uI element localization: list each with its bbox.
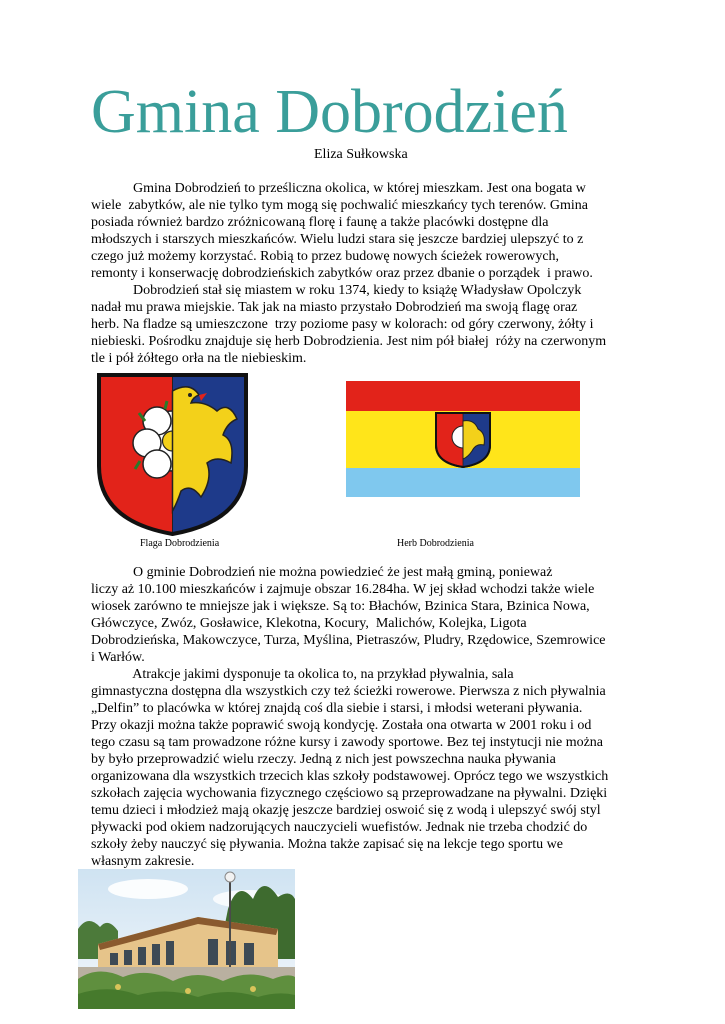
text-line: Atrakcje jakimi dysponuje ta okolica to, na przykład pływalnia, sala [91,667,514,682]
flag-image [346,381,580,497]
text-line: nadał mu prawa miejskie. Tak jak na miasto przystało Dobrodzień ma swoją flagę oraz [91,300,578,315]
text-line: wiele zabytków, ale nie tylko tym mogą się pochwalić mieszkańcy tych terenów. Gmina [91,198,588,213]
paragraph-attractions [91,666,608,870]
text-line: organizowana dla wszystkich trzecich klas szkoły podstawowej. Oprócz tego we wszystkich [91,769,609,784]
text-line: temu dzieci i młodzież mają okazję jeszcze bardziej oswoić się z wodą i ulepszyć swój styl [91,803,601,818]
text-line: tle i pół żółtego orła na tle niebieskim. [91,351,307,366]
text-line: i Warłów. [91,650,145,665]
text-line: niebieski. Pośrodku znajduje się herb Dobrodzienia. Jest nim pół białej róży na czerwonym [91,334,607,349]
coat-of-arms-image [95,371,250,538]
text-line: szkoły żeby nauczyć się pływania. Można także zapisać się na lekcje tego sportu we [91,837,563,852]
page-title: Gmina Dobrodzień [91,78,568,146]
text-line: tego czasu są tam prowadzone różne kursy i zawody sportowe. Bez tej instytucji nie można [91,735,604,750]
text-line: Główczyce, Zwóz, Gosławice, Klekotna, Kocury, Malichów, Kolejka, Ligota [91,616,527,631]
text-line: młodszych i starszych mieszkańców. Wielu ludzi stara się jeszcze bardziej ulepszyć to z [91,232,584,247]
caption-coat-of-arms: Herb Dobrodzienia [397,538,474,549]
text-line: Dobrodzień stał się miastem w roku 1374, kiedy to książę Władysław Opolczyk [91,283,582,298]
text-line: szkołach zajęcia wychowania fizycznego częściowo są przeprowadzane na pływalni. Dzięki [91,786,608,801]
text-line: herb. Na fladze są umieszczone trzy poziome pasy w kolorach: od góry czerwony, żółty i [91,317,594,332]
text-line: Gmina Dobrodzień to prześliczna okolica, w której mieszkam. Jest ona bogata w [91,181,586,196]
text-line: czego już możemy korzystać. Robią to przez budowę nowych ścieżek rowerowych, [91,249,560,264]
text-line: gimnastyczna dostępna dla wszystkich czy też ścieżki rowerowe. Pierwsza z nich pływalnia [91,684,606,699]
text-line: remonty i konserwację dobrodzieńskich zabytków oraz przez dbanie o porządek i prawo. [91,266,593,281]
text-line: by było przeprowadzić wielu rzeczy. Jedną z nich jest powszechna nauka pływania [91,752,556,767]
text-line: O gminie Dobrodzień nie można powiedzieć że jest małą gminą, ponieważ [91,565,553,580]
author-name: Eliza Sułkowska [314,147,408,162]
text-line: liczy aż 10.100 mieszkańców i zajmuje obszar 16.284ha. W jej skład wchodzi także wiele [91,582,595,597]
text-line: własnym zakresie. [91,854,195,869]
text-line: Przy okazji można także poprawić swoją kondycję. Została ona otwarta w 2001 roku i od [91,718,592,733]
caption-flag: Flaga Dobrodzienia [140,538,220,549]
paragraph-intro [91,180,606,367]
text-line: wiosek zarówno te mniejsze jak i większe. Są to: Błachów, Bzinica Stara, Bzinica Nowa, [91,599,590,614]
swimming-pool-photo [78,869,295,1009]
text-line: „Delfin” to placówka w której znajdą coś dla siebie i starsi, i młodsi weterani pływania. [91,701,583,716]
text-line: Dobrodzieńska, Makowczyce, Turza, Myślina, Pietraszów, Pludry, Rzędowice, Szemrowice [91,633,606,648]
paragraph-villages [91,564,606,666]
text-line: posiada również bardzo zróżnicowaną florę i faunę a także placówki dostępne dla [91,215,549,230]
text-line: pływacki pod okiem nadzorujących nauczycieli wuefistów. Jednak nie trzeba chodzić do [91,820,588,835]
